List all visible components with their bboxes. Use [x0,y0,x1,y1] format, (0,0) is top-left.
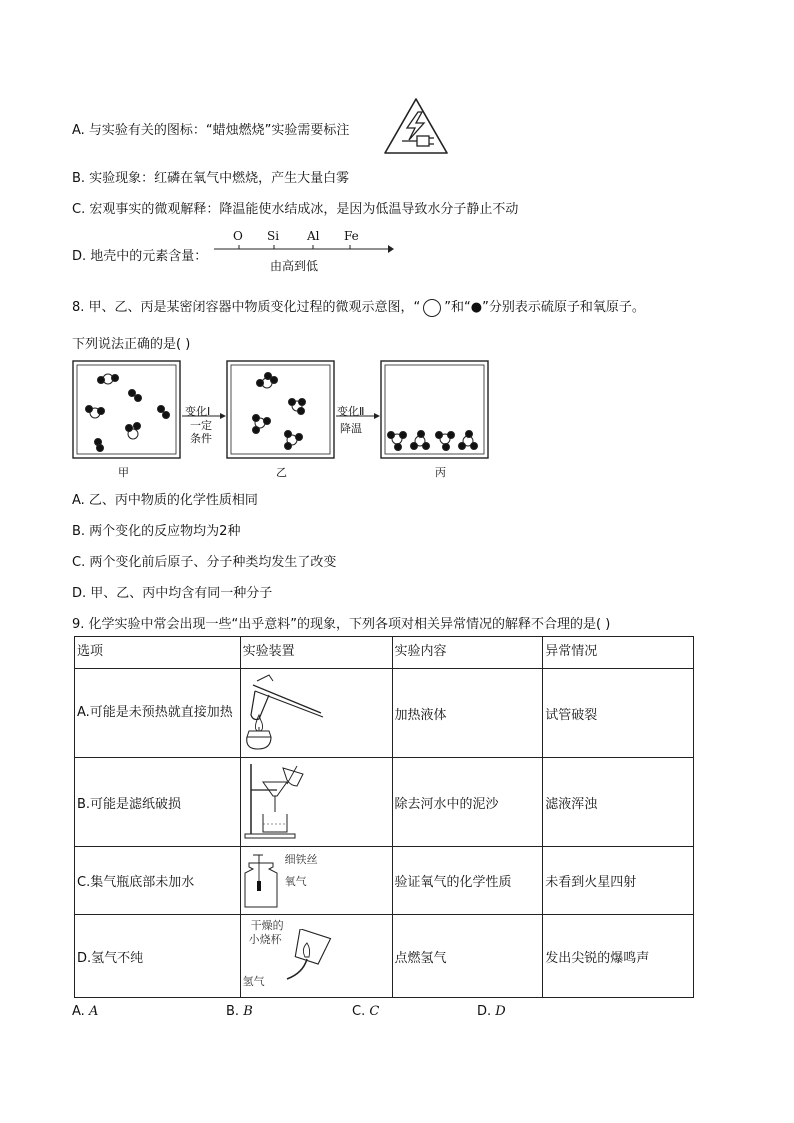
change2-condition: 降温 [340,422,362,435]
q8-stem: 8. 甲、乙、丙是某密闭容器中物质变化过程的微观示意图，“ ”和“●”分别表示硫原子和氧原子。 [72,300,645,315]
q7-option-d: D. 地壳中的元素含量： [72,249,208,264]
filtration-apparatus-image [243,760,333,840]
row-c-abnormal: 未看到火星四射 [543,847,694,915]
row-a-apparatus [240,669,392,758]
row-b-option: B.可能是滤纸破损 [75,758,241,847]
change1-label: 变化Ⅰ [185,405,211,418]
sulfur-atom-icon [423,299,441,317]
q7-option-c: C. 宏观事实的微观解释：降温能使水结成冰，是因为低温导致水分子静止不动 [72,202,519,217]
table-row [75,847,694,915]
q8-option-a: A. 乙、丙中物质的化学性质相同 [72,493,258,508]
electric-hazard-icon [382,96,450,156]
row-c-option: C.集气瓶底部未加水 [75,847,241,915]
element-si: Si [267,229,280,243]
table-row [75,915,694,998]
label-dry: 干燥的 [250,919,284,932]
iron-wire-bottle-image [243,851,283,911]
row-d-abnormal: 发出尖锐的爆鸣声 [543,915,694,998]
q7-option-a: A. 与实验有关的图标：“蜡烛燃烧”实验需要标注 [72,123,350,138]
header-content: 实验内容 [392,637,543,669]
header-abnormal: 异常情况 [543,637,694,669]
box-label-bing: 丙 [435,466,446,479]
row-c-apparatus [240,847,392,915]
element-fe: Fe [344,229,359,243]
change2-label: 变化Ⅱ [337,405,365,418]
table-header-row [75,637,694,669]
q9-table [74,636,694,998]
q7-option-b: B. 实验现象：红磷在氧气中燃烧，产生大量白雾 [72,171,350,186]
box-label-yi: 乙 [276,466,287,479]
row-d-apparatus [240,915,392,998]
row-c-content: 验证氧气的化学性质 [392,847,543,915]
change1-condition: 一定 [190,419,212,432]
q9-stem: 9. 化学实验中常会出现一些“出乎意料”的现象，下列各项对相关异常情况的解释不合理的是( ) [72,617,611,632]
choice-b[interactable]: B. B [226,1004,253,1019]
row-d-option: D.氢气不纯 [75,915,241,998]
table-row [75,669,694,758]
label-oxygen: 氧气 [284,875,307,888]
table-row [75,758,694,847]
choice-d[interactable]: D. D [477,1004,506,1019]
axis-label: 由高到低 [270,259,319,273]
label-hydrogen: 氢气 [242,975,265,988]
element-al: Al [307,229,320,243]
change1-condition2: 条件 [190,432,212,445]
element-o: O [233,229,243,243]
row-b-abnormal: 滤液浑浊 [543,758,694,847]
q8-option-b: B. 两个变化的反应物均为2种 [72,524,241,539]
q8-option-c: C. 两个变化前后原子、分子种类均发生了改变 [72,555,337,570]
row-d-content: 点燃氢气 [392,915,543,998]
row-a-abnormal: 试管破裂 [543,669,694,758]
q8-option-d: D. 甲、乙、丙中均含有同一种分子 [72,586,273,601]
box-label-jia: 甲 [118,466,129,479]
row-b-content: 除去河水中的泥沙 [392,758,543,847]
choice-c[interactable]: C. C [352,1004,380,1019]
hydrogen-burning-image [281,929,341,989]
header-option: 选项 [75,637,241,669]
label-iron-wire: 细铁丝 [284,853,318,866]
header-apparatus: 实验装置 [240,637,392,669]
q8-micro-diagram [70,356,500,478]
q8-question: 下列说法正确的是( ) [72,337,191,352]
label-small-beaker: 小烧杯 [248,933,282,946]
element-order-arrow [212,243,396,257]
row-a-option: A.可能是未预热就直接加热 [75,669,241,758]
choice-a[interactable]: A. A [72,1004,99,1019]
row-a-content: 加热液体 [392,669,543,758]
heating-test-tube-image [243,671,333,751]
row-b-apparatus [240,758,392,847]
